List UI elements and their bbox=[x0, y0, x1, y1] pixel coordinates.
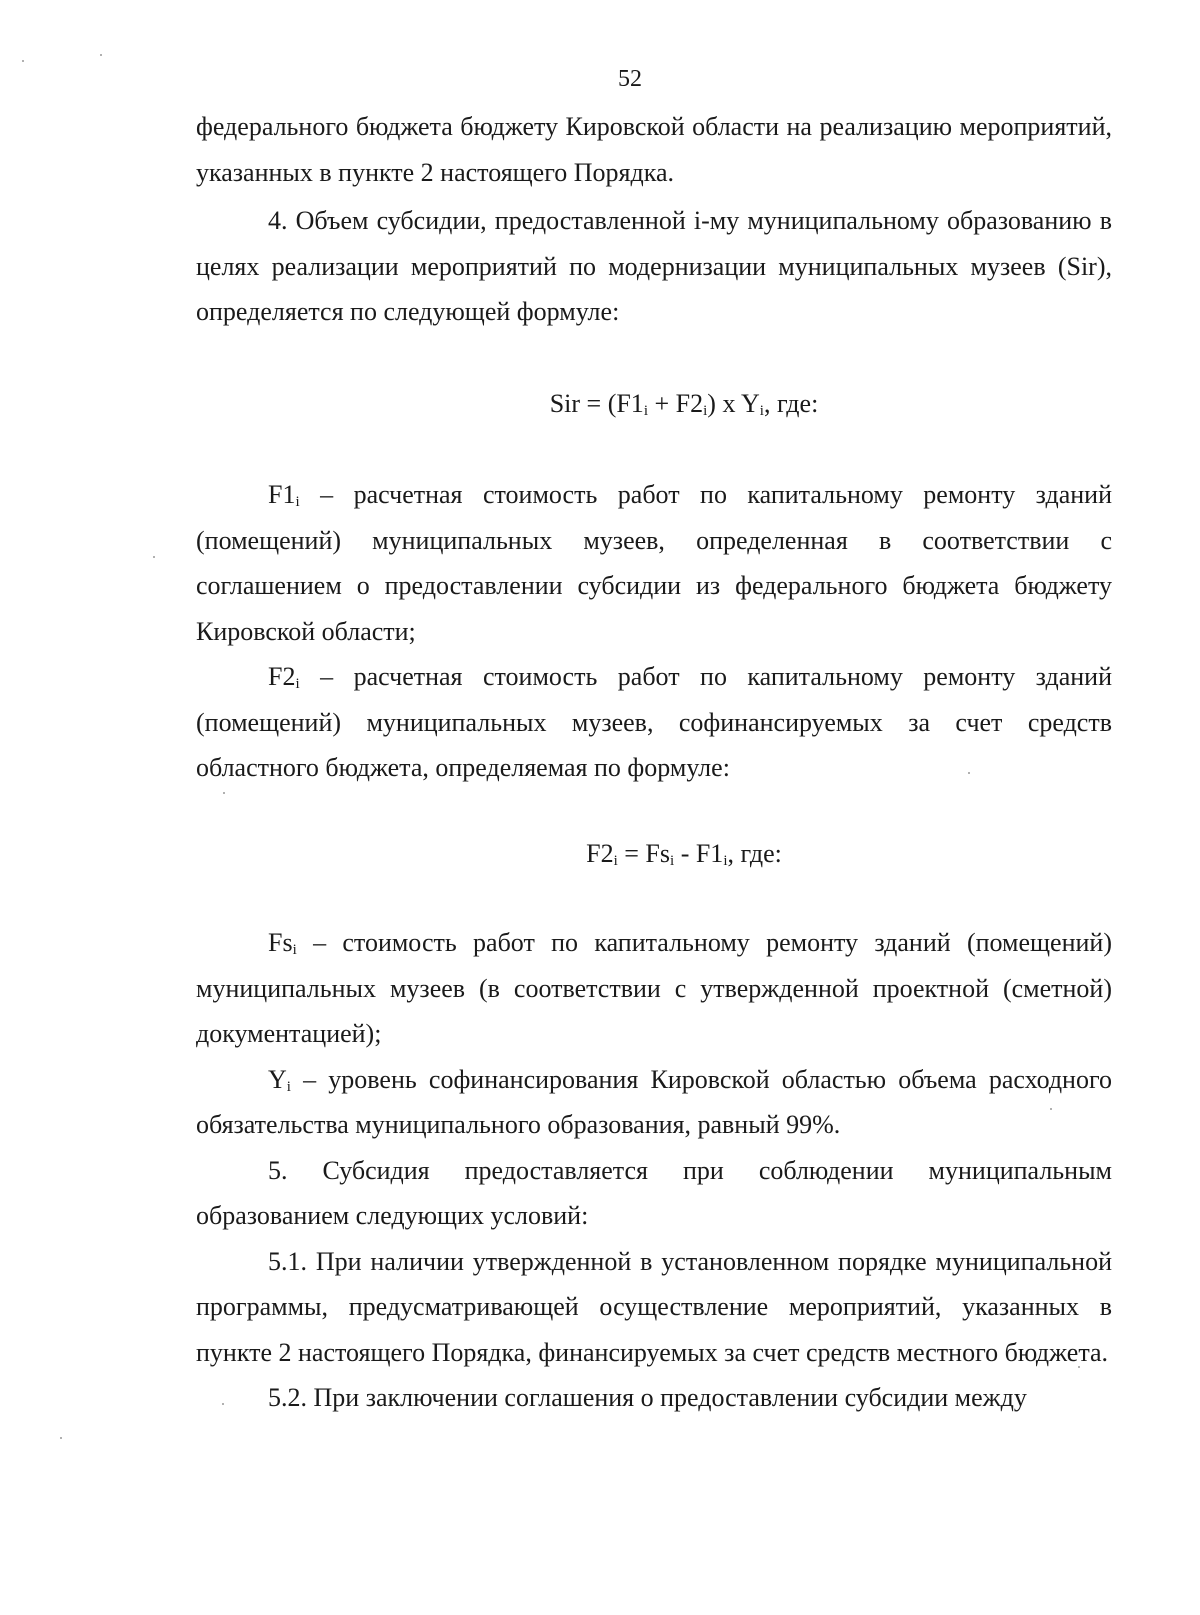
scan-speck bbox=[153, 556, 155, 558]
paragraph-item-5-1: 5.1. При наличии утвержденной в установленном порядке муниципальной программы, предусматривающей осуществление мероприятий, указанных в пункте 2 настоящего Порядка, финансируемых за счет средств местного бюджета. bbox=[196, 1246, 1112, 1367]
scan-speck bbox=[968, 772, 970, 774]
scan-speck bbox=[1050, 1108, 1052, 1110]
page-number: 52 bbox=[618, 66, 642, 92]
definition-fs: $Fs_i$ – стоимость работ по капитальному ремонту зданий (помещений) муниципальных музеев (в соответствии с утвержденной проектной (сметной) документацией); bbox=[196, 928, 1112, 1048]
scan-speck bbox=[100, 54, 102, 56]
paragraph-continuation: федерального бюджета бюджету Кировской области на реализацию мероприятий, указанных в пункте 2 настоящего Порядка. bbox=[196, 112, 1112, 187]
document-body bbox=[196, 104, 1112, 1421]
scan-speck bbox=[1078, 1366, 1080, 1368]
scan-speck bbox=[60, 1437, 62, 1439]
formula-sir: Sir = $(F1_i + F2_i)$ x $Y_i$, где: bbox=[549, 388, 819, 419]
paragraph-item-5: 5. Субсидия предоставляется при соблюдении муниципальным образованием следующих условий: bbox=[196, 1155, 1112, 1230]
scan-speck bbox=[22, 60, 24, 62]
scan-speck bbox=[223, 792, 225, 794]
scan-speck bbox=[222, 1403, 224, 1405]
definition-y: $Y_i$ – уровень софинансирования Кировской областью объема расходного обязательства муниципального образования, равный 99%. bbox=[196, 1064, 1112, 1139]
definition-f2: $F2_i$ – расчетная стоимость работ по капитальному ремонту зданий (помещений) муниципальных музеев, софинансируемых за счет средств областного бюджета, определяемая по формуле: bbox=[196, 662, 1112, 782]
paragraph-item-5-2: 5.2. При заключении соглашения о предоставлении субсидии между bbox=[268, 1383, 1027, 1412]
formula-f2: $F2_i = Fs_i - F1_i$, где: bbox=[586, 838, 782, 869]
paragraph-item-4: 4. Объем субсидии, предоставленной i-му муниципальному образованию в целях реализации мероприятий по модернизации муниципальных музеев (Sir), определяется по следующей формуле: bbox=[196, 206, 1112, 326]
definition-f1: $F1_i$ – расчетная стоимость работ по капитальному ремонту зданий (помещений) муниципальных музеев, определенная в соответствии с соглашением о предоставлении субсидии из федерального бюджета бюджету Кировской области; bbox=[196, 480, 1112, 646]
